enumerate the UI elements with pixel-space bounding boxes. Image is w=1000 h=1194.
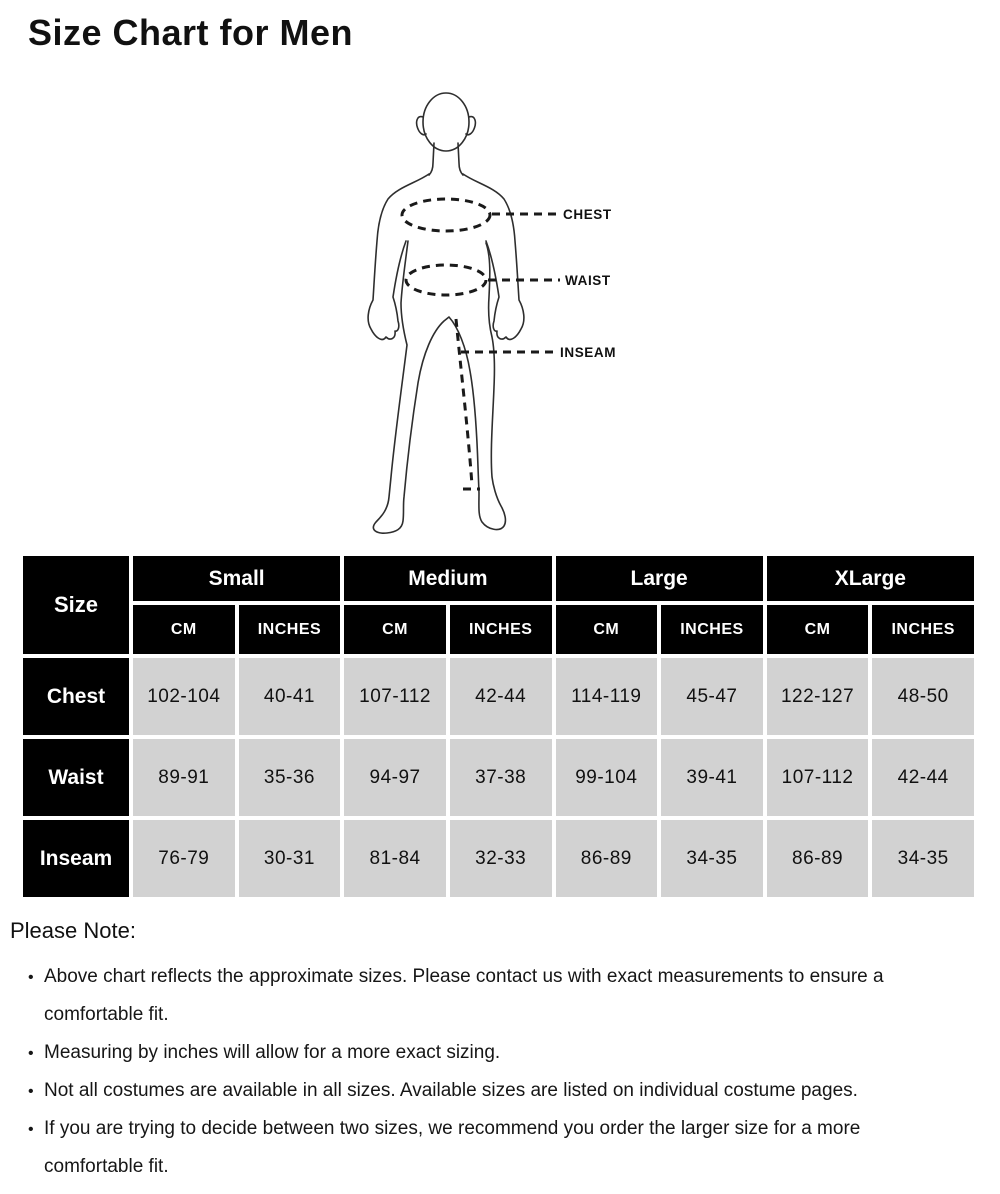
bullet-icon: •	[28, 1045, 34, 1062]
cell-chest-medium-inches: 42-44	[450, 658, 552, 735]
cell-chest-xlarge-cm: 122-127	[767, 658, 869, 735]
cell-waist-medium-cm: 94-97	[344, 739, 446, 816]
unit-header-large-cm: CM	[556, 605, 658, 654]
chest-label: CHEST	[563, 207, 612, 222]
note-item-2	[10, 1034, 952, 1072]
note-item-1	[10, 958, 952, 1034]
bullet-icon: •	[28, 969, 34, 986]
cell-inseam-small-inches: 30-31	[239, 820, 341, 897]
neck-left	[429, 143, 434, 175]
cell-waist-small-inches: 35-36	[239, 739, 341, 816]
neck-right	[458, 143, 463, 175]
row-header-chest: Chest	[23, 658, 129, 735]
page-title: Size Chart for Men	[28, 12, 354, 53]
left-arm	[368, 174, 429, 339]
cell-waist-xlarge-cm: 107-112	[767, 739, 869, 816]
cell-waist-medium-inches: 37-38	[450, 739, 552, 816]
note-item-4-text: If you are trying to decide between two sizes, we recommend you order the larger size for a more comfortable fit.	[44, 1118, 861, 1177]
note-item-3	[10, 1072, 952, 1110]
unit-header-small-inches: INCHES	[239, 605, 341, 654]
bullet-icon: •	[28, 1121, 34, 1138]
cell-chest-xlarge-inches: 48-50	[872, 658, 974, 735]
size-group-small: Small	[133, 556, 340, 601]
note-item-2-text: Measuring by inches will allow for a more exact sizing.	[44, 1042, 501, 1063]
waist-measure-ellipse	[406, 265, 486, 295]
chest-measure-ellipse	[402, 199, 490, 231]
unit-header-medium-cm: CM	[344, 605, 446, 654]
unit-header-small-cm: CM	[133, 605, 235, 654]
table-row-inseam	[23, 820, 974, 897]
note-item-3-text: Not all costumes are available in all sizes. Available sizes are listed on individual costume pages.	[44, 1080, 858, 1101]
cell-inseam-xlarge-cm: 86-89	[767, 820, 869, 897]
size-group-xlarge: XLarge	[767, 556, 974, 601]
cell-waist-large-cm: 99-104	[556, 739, 658, 816]
cell-inseam-xlarge-inches: 34-35	[872, 820, 974, 897]
cell-waist-large-inches: 39-41	[661, 739, 763, 816]
size-table	[19, 552, 978, 901]
head-outline	[423, 93, 469, 151]
cell-waist-xlarge-inches: 42-44	[872, 739, 974, 816]
table-row-waist	[23, 739, 974, 816]
unit-header-medium-inches: INCHES	[450, 605, 552, 654]
waist-label: WAIST	[565, 273, 611, 288]
inseam-label: INSEAM	[560, 345, 617, 360]
cell-chest-medium-cm: 107-112	[344, 658, 446, 735]
size-group-large: Large	[556, 556, 763, 601]
row-header-waist: Waist	[23, 739, 129, 816]
unit-header-large-inches: INCHES	[661, 605, 763, 654]
cell-waist-small-cm: 89-91	[133, 739, 235, 816]
cell-chest-small-inches: 40-41	[239, 658, 341, 735]
right-arm	[463, 174, 524, 339]
cell-inseam-large-inches: 34-35	[661, 820, 763, 897]
size-group-medium: Medium	[344, 556, 551, 601]
notes-heading: Please Note:	[10, 918, 136, 943]
note-item-4	[10, 1110, 952, 1186]
bullet-icon: •	[28, 1083, 34, 1100]
body-figure-svg	[330, 85, 680, 545]
table-row-chest	[23, 658, 974, 735]
cell-inseam-large-cm: 86-89	[556, 820, 658, 897]
row-header-inseam: Inseam	[23, 820, 129, 897]
unit-header-xlarge-cm: CM	[767, 605, 869, 654]
size-corner-header: Size	[23, 556, 129, 654]
unit-header-xlarge-inches: INCHES	[872, 605, 974, 654]
note-item-1-text: Above chart reflects the approximate sizes. Please contact us with exact measurements to ensure a comfortable fit.	[44, 966, 884, 1025]
body-measurement-diagram	[330, 85, 680, 545]
cell-inseam-medium-cm: 81-84	[344, 820, 446, 897]
notes-list	[10, 958, 952, 1186]
cell-chest-large-inches: 45-47	[661, 658, 763, 735]
notes-section	[10, 916, 978, 1186]
cell-inseam-small-cm: 76-79	[133, 820, 235, 897]
cell-chest-large-cm: 114-119	[556, 658, 658, 735]
cell-inseam-medium-inches: 32-33	[450, 820, 552, 897]
cell-chest-small-cm: 102-104	[133, 658, 235, 735]
